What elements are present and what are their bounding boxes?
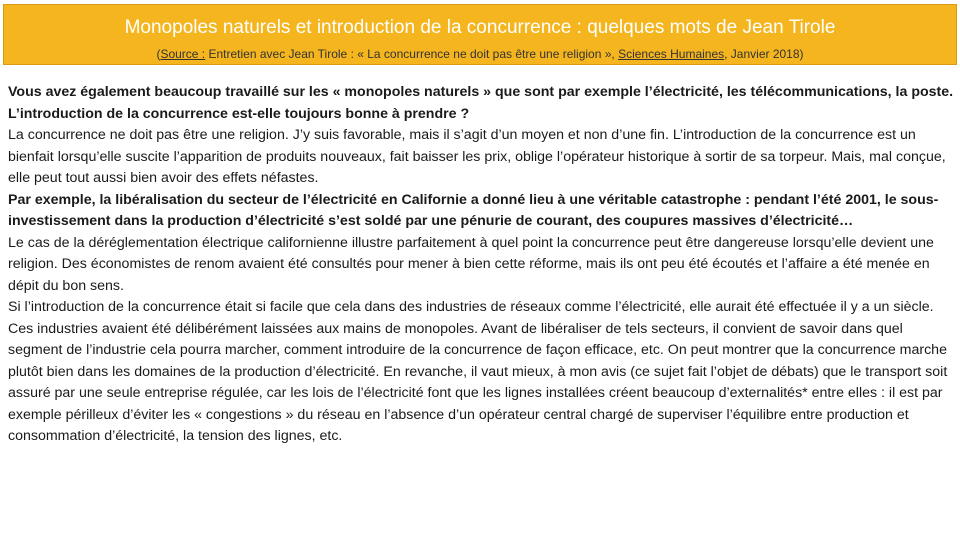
- title-banner: [3, 4, 957, 65]
- page-title: Monopoles naturels et introduction de la concurrence : quelques mots de Jean Tirole: [124, 17, 836, 38]
- answer-2: Le cas de la déréglementation électrique californienne illustre parfaitement à quel point la concurrence peut être dangereuse lorsqu’elle devient une religion. Des économistes de renom avaient été consultés pour mener à bien cette réforme, mais ils ont peu été écoutés et l’affaire a été menée en dépit du bon sens.: [8, 234, 934, 294]
- source-open: (: [156, 47, 161, 61]
- interview-text: [8, 82, 954, 448]
- source-citation: [4, 47, 956, 61]
- question-1: Vous avez également beaucoup travaillé sur les « monopoles naturels » que sont par exemple l’électricité, les télécommunications, la poste. L’introduction de la concurrence est-elle toujours bonne à prendre ?: [8, 84, 954, 122]
- question-2: Par exemple, la libéralisation du secteur de l’électricité en Californie a donné lieu à une véritable catastrophe : pendant l’été 2001, le sous-investissement dans la production d’électricité s’est soldé par une pénurie de courant, des coupures massives d’électricité…: [8, 191, 939, 229]
- answer-3: Si l’introduction de la concurrence était si facile que cela dans des industries de réseaux comme l’électricité, elle aurait été effectuée il y a un siècle. Ces industries avaient été délibérément laissées aux mains de monopoles. Avant de libéraliser de tels secteurs, il convient de savoir dans quel segment de l’industrie cela pourra marcher, comment introduire de la concurrence de façon efficace, etc. On peut montrer que la concurrence marche plutôt bien dans les domaines de la production d’électricité. En revanche, il vaut mieux, à mon avis (ce sujet fait l’objet de débats) que le transport soit assuré par une seule entreprise régulée, car les lois de l’électricité font que les lignes installées créent beaucoup d’externalités* entre elles : il est par exemple périlleux d’éviter les « congestions » du réseau en l’absence d’un opérateur central chargé de superviser l’équilibre entre production et consommation d’électricité, la tension des lignes, etc.: [8, 299, 948, 444]
- source-interview-title: Entretien avec Jean Tirole : « La concurrence ne doit pas être une religion »,: [205, 47, 619, 61]
- source-journal-link[interactable]: Sciences Humaines: [618, 47, 725, 61]
- source-date: , Janvier 2018): [724, 47, 804, 61]
- answer-1: La concurrence ne doit pas être une religion. J’y suis favorable, mais il s’agit d’un moyen et non d’une fin. L’introduction de la concurrence est un bienfait lorsqu’elle suscite l’apparition de produits nouveaux, fait baisser les prix, oblige l’opérateur historique à sortir de sa torpeur. Mais, mal conçue, elle peut tout aussi bien avoir des effets néfastes.: [8, 127, 946, 186]
- source-label: Source :: [160, 47, 206, 61]
